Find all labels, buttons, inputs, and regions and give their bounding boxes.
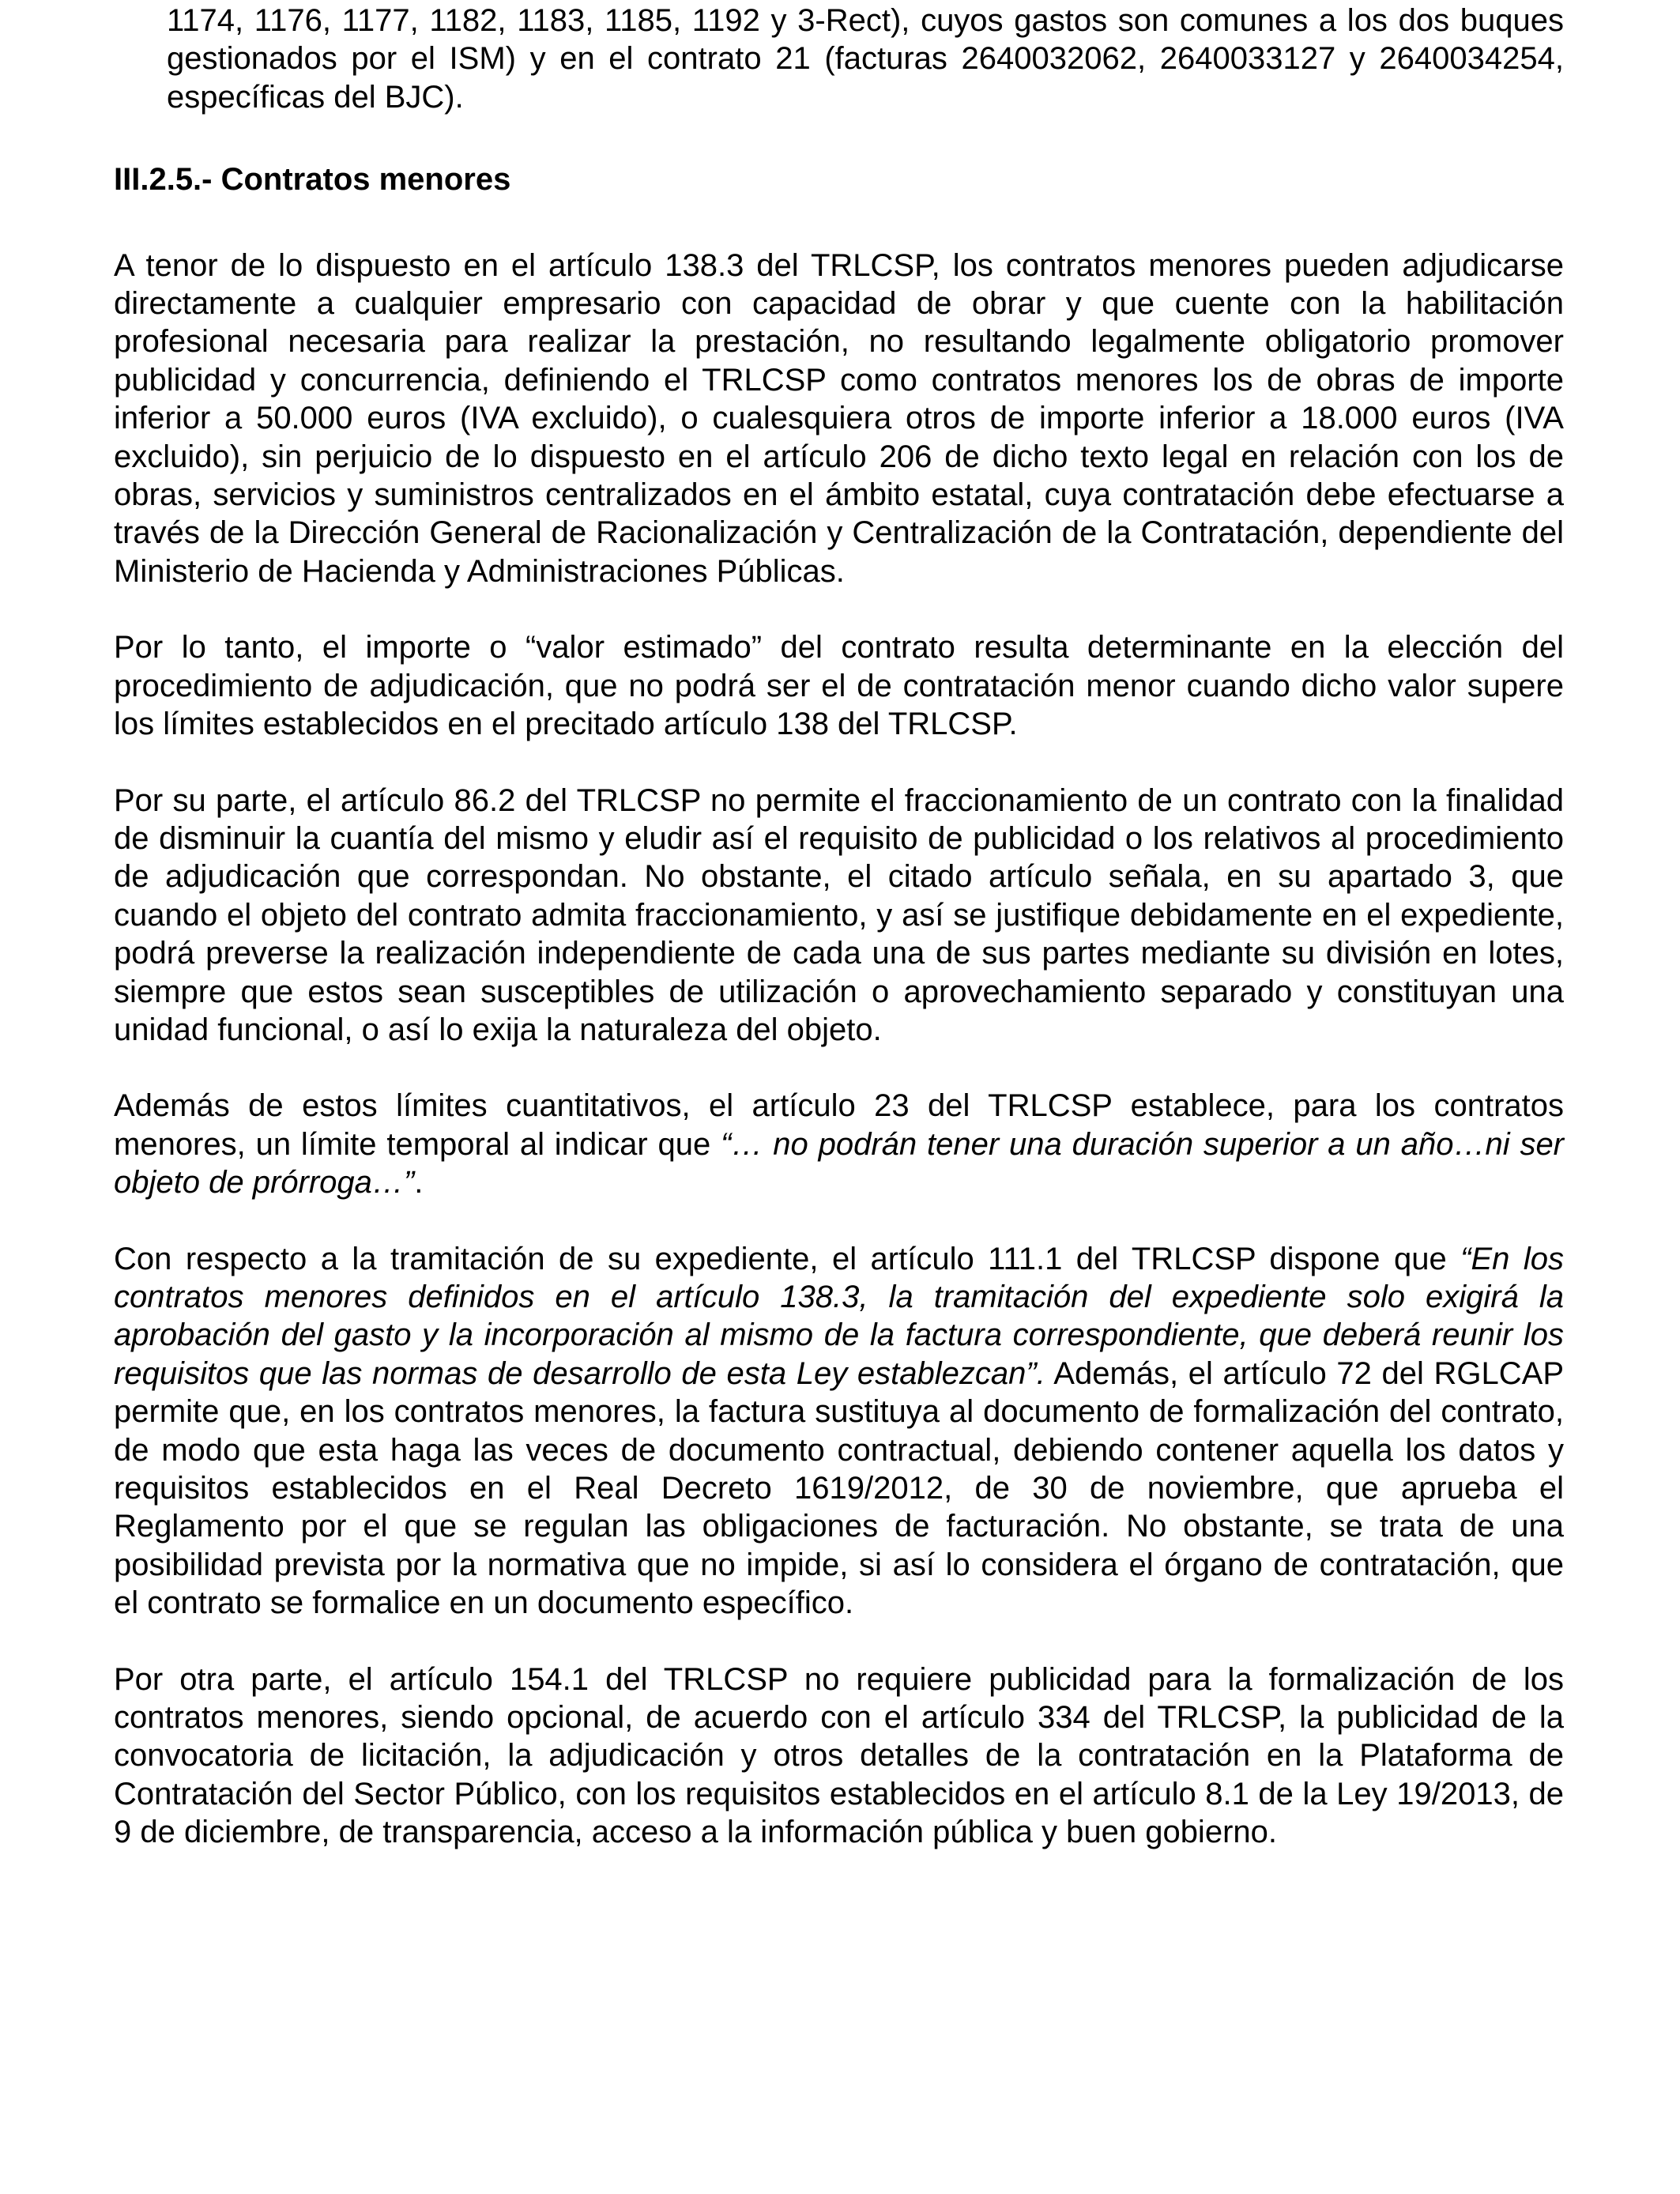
paragraph-publicidad: Por otra parte, el artículo 154.1 del TRLCSP no requiere publicidad para la formalización de los contratos menores, siendo opcional, de acuerdo con el artículo 334 del TRLCSP, la publicidad de la convocatoria de licitación, la adjudicación y otros detalles de la contratación en la Plataforma de Contratación del Sector Público, con los requisitos establecidos en el artículo 8.1 de la Ley 19/2013, de 9 de diciembre, de transparencia, acceso a la información pública y buen gobierno.: [114, 1661, 1564, 1850]
document-page: [114, 0, 1564, 1852]
paragraph-limite-temporal: [114, 1087, 1564, 1201]
section-heading: III.2.5.- Contratos menores: [114, 162, 511, 198]
continuation-paragraph: 1174, 1176, 1177, 1182, 1183, 1185, 1192 y 3-Rect), cuyos gastos son comunes a los dos buques gestionados por el ISM) y en el contrato 21 (facturas 2640032062, 2640033127 y 2640034254, específicas del BJC).: [167, 3, 1564, 115]
paragraph-tramitacion: [114, 1240, 1564, 1623]
paragraph-limite-temporal-intro: Además de estos límites cuantitativos, el artículo 23 del TRLCSP establece, para los contratos menores, un límite temporal al indicar que: [114, 1088, 1564, 1162]
paragraph-tramitacion-intro: Con respecto a la tramitación de su expediente, el artículo 111.1 del TRLCSP dispone que: [114, 1241, 1461, 1276]
paragraph-tramitacion-quote: “En los contratos menores definidos en el artículo 138.3, la tramitación del expediente solo exigirá la aprobación del gasto y la incorporación al mismo de la factura correspondiente, que deberá reunir los requisitos que las normas de desarrollo de esta Ley establezcan”.: [114, 1241, 1564, 1391]
paragraph-tramitacion-rest: Además, el artículo 72 del RGLCAP permite que, en los contratos menores, la factura sustituya al documento de formalización del contrato, de modo que esta haga las veces de documento contractual, debiendo contener aquella los datos y requisitos establecidos en el Real Decreto 1619/2012, de 30 de noviembre, que aprueba el Reglamento por el que se regulan las obligaciones de facturación. No obstante, se trata de una posibilidad prevista por la normativa que no impide, si así lo considera el órgano de contratación, que el contrato se formalice en un documento específico.: [114, 1355, 1564, 1621]
paragraph-limite-temporal-quote: “… no podrán tener una duración superior a un año…ni ser objeto de prórroga…”: [114, 1126, 1565, 1201]
paragraph-contratos-menores-definicion: A tenor de lo dispuesto en el artículo 138.3 del TRLCSP, los contratos menores pueden adjudicarse directamente a cualquier empresario con capacidad de obrar y que cuente con la habilitación profesional necesaria para realizar la prestación, no resultando legalmente obligatorio promover publicidad y concurrencia, definiendo el TRLCSP como contratos menores los de obras de importe inferior a 50.000 euros (IVA excluido), o cualesquiera otros de importe inferior a 18.000 euros (IVA excluido), sin perjuicio de lo dispuesto en el artículo 206 de dicho texto legal en relación con los de obras, servicios y suministros centralizados en el ámbito estatal, cuya contratación debe efectuarse a través de la Dirección General de Racionalización y Centralización de la Contratación, dependiente del Ministerio de Hacienda y Administraciones Públicas.: [114, 247, 1564, 589]
paragraph-valor-estimado: Por lo tanto, el importe o “valor estimado” del contrato resulta determinante en la elección del procedimiento de adjudicación, que no podrá ser el de contratación menor cuando dicho valor supere los límites establecidos en el precitado artículo 138 del TRLCSP.: [114, 630, 1564, 742]
paragraph-limite-temporal-end: .: [414, 1165, 424, 1201]
paragraph-fraccionamiento: Por su parte, el artículo 86.2 del TRLCSP no permite el fraccionamiento de un contrato con la finalidad de disminuir la cuantía del mismo y eludir así el requisito de publicidad o los relativos al procedimiento de adjudicación que correspondan. No obstante, el citado artículo señala, en su apartado 3, que cuando el objeto del contrato admita fraccionamiento, y así se justifique debidamente en el expediente, podrá preverse la realización independiente de cada una de sus partes mediante su división en lotes, siempre que estos sean susceptibles de utilización o aprovechamiento separado y constituyan una unidad funcional, o así lo exija la naturaleza del objeto.: [114, 782, 1564, 1047]
